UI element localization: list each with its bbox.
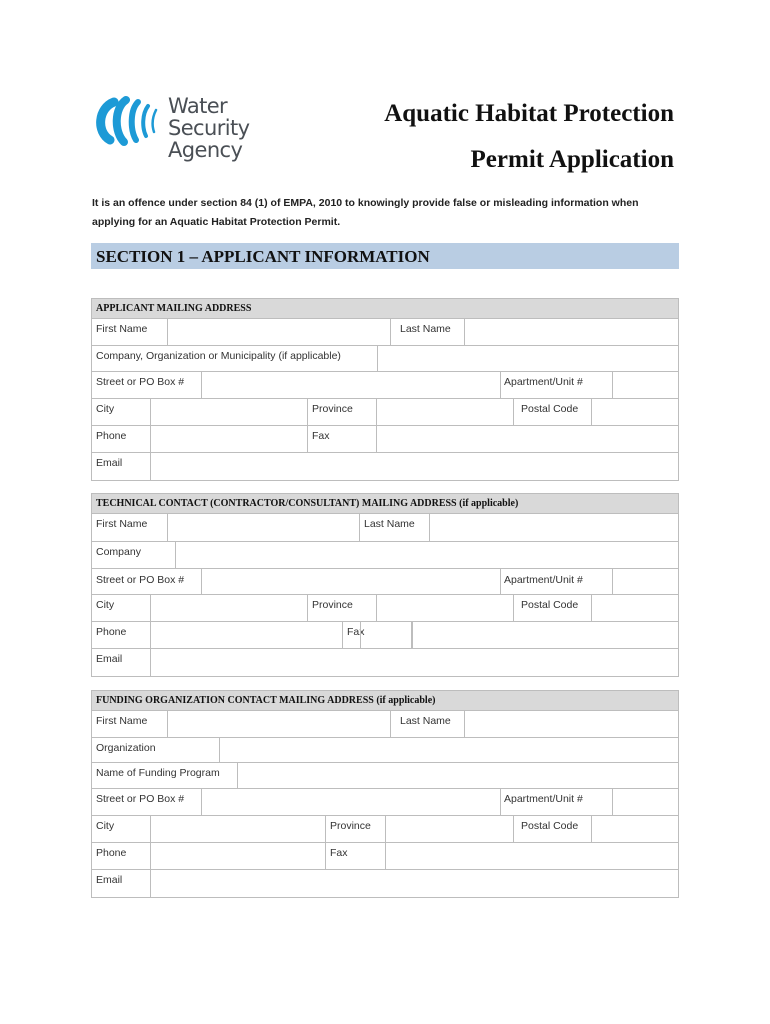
- funding-fax-field[interactable]: [385, 843, 678, 869]
- company-label: Company: [96, 546, 141, 558]
- email-label: Email: [96, 874, 123, 886]
- postal-label: Postal Code: [521, 599, 579, 611]
- province-label: Province: [330, 820, 371, 832]
- technical-contact-block: [91, 493, 679, 677]
- fax-label: Fax: [330, 847, 348, 859]
- applicant-city-field[interactable]: [150, 399, 308, 425]
- funding-contact-block: [91, 690, 679, 898]
- postal-label: Postal Code: [521, 820, 579, 832]
- funding-apartment-field[interactable]: [612, 789, 678, 815]
- funding-email-field[interactable]: [150, 870, 678, 897]
- last-name-label: Last Name: [364, 518, 415, 530]
- technical-province-field[interactable]: [376, 595, 514, 621]
- applicant-postal-field[interactable]: [591, 399, 678, 425]
- street-label: Street or PO Box #: [96, 376, 185, 388]
- technical-city-field[interactable]: [150, 595, 308, 621]
- applicant-address-block: [91, 298, 679, 481]
- fax-label: Fax: [312, 430, 330, 442]
- legal-notice: It is an offence under section 84 (1) of EMPA, 2010 to knowingly provide false or misleading information when applying for an Aquatic Habitat Protection Permit.: [92, 197, 639, 228]
- province-label: Province: [312, 403, 353, 415]
- technical-last-name-field[interactable]: [429, 514, 678, 541]
- technical-apartment-field[interactable]: [612, 569, 678, 594]
- funding-street-field[interactable]: [201, 789, 501, 815]
- logo-wordmark: Water Security Agency: [168, 94, 250, 162]
- funding-program-field[interactable]: [237, 763, 678, 788]
- water-security-agency-logo: [92, 92, 307, 162]
- organization-label: Organization: [96, 742, 156, 754]
- first-name-label: First Name: [96, 715, 148, 727]
- company-label: Company, Organization or Municipality (if applicable): [96, 350, 341, 362]
- technical-company-field[interactable]: [175, 542, 678, 568]
- technical-postal-field[interactable]: [591, 595, 678, 621]
- applicant-first-name-field[interactable]: [167, 319, 391, 345]
- section-1-heading: SECTION 1 – APPLICANT INFORMATION: [91, 243, 679, 269]
- technical-heading: TECHNICAL CONTACT (CONTRACTOR/CONSULTANT) MAILING ADDRESS (if applicable): [92, 494, 678, 514]
- apartment-label: Apartment/Unit #: [504, 793, 583, 805]
- first-name-label: First Name: [96, 323, 148, 335]
- last-name-label: Last Name: [400, 715, 451, 727]
- applicant-email-field[interactable]: [150, 453, 678, 480]
- postal-label: Postal Code: [521, 403, 579, 415]
- technical-phone-field[interactable]: [150, 622, 343, 648]
- funding-last-name-field[interactable]: [464, 711, 678, 737]
- program-label: Name of Funding Program: [96, 767, 220, 779]
- funding-province-field[interactable]: [385, 816, 514, 842]
- funding-first-name-field[interactable]: [167, 711, 391, 737]
- province-label: Province: [312, 599, 353, 611]
- applicant-province-field[interactable]: [376, 399, 514, 425]
- apartment-label: Apartment/Unit #: [504, 574, 583, 586]
- city-label: City: [96, 820, 115, 832]
- phone-label: Phone: [96, 626, 127, 638]
- apartment-label: Apartment/Unit #: [504, 376, 583, 388]
- phone-label: Phone: [96, 430, 127, 442]
- phone-label: Phone: [96, 847, 127, 859]
- technical-email-field[interactable]: [150, 649, 678, 676]
- form-title-line1: Aquatic Habitat Protection: [384, 100, 674, 127]
- last-name-label: Last Name: [400, 323, 451, 335]
- applicant-phone-field[interactable]: [150, 426, 308, 452]
- applicant-fax-field[interactable]: [376, 426, 678, 452]
- wave-logo-icon: [92, 92, 164, 150]
- funding-city-field[interactable]: [150, 816, 326, 842]
- technical-street-field[interactable]: [201, 569, 501, 594]
- funding-phone-field[interactable]: [150, 843, 326, 869]
- technical-fax-label-cell: [360, 622, 412, 648]
- city-label: City: [96, 403, 115, 415]
- applicant-heading: APPLICANT MAILING ADDRESS: [92, 299, 678, 319]
- form-title-line2: Permit Application: [470, 146, 674, 173]
- street-label: Street or PO Box #: [96, 574, 185, 586]
- applicant-last-name-field[interactable]: [464, 319, 678, 345]
- email-label: Email: [96, 457, 123, 469]
- first-name-label: First Name: [96, 518, 148, 530]
- technical-fax-field[interactable]: [412, 622, 678, 648]
- applicant-company-field[interactable]: [377, 346, 678, 371]
- funding-organization-field[interactable]: [219, 738, 678, 762]
- funding-postal-field[interactable]: [591, 816, 678, 842]
- technical-first-name-field[interactable]: [167, 514, 360, 541]
- city-label: City: [96, 599, 115, 611]
- street-label: Street or PO Box #: [96, 793, 185, 805]
- funding-heading: FUNDING ORGANIZATION CONTACT MAILING ADDRESS (if applicable): [92, 691, 678, 711]
- email-label: Email: [96, 653, 123, 665]
- applicant-street-field[interactable]: [201, 372, 501, 398]
- fax-label: Fax: [347, 626, 365, 638]
- applicant-apartment-field[interactable]: [612, 372, 678, 398]
